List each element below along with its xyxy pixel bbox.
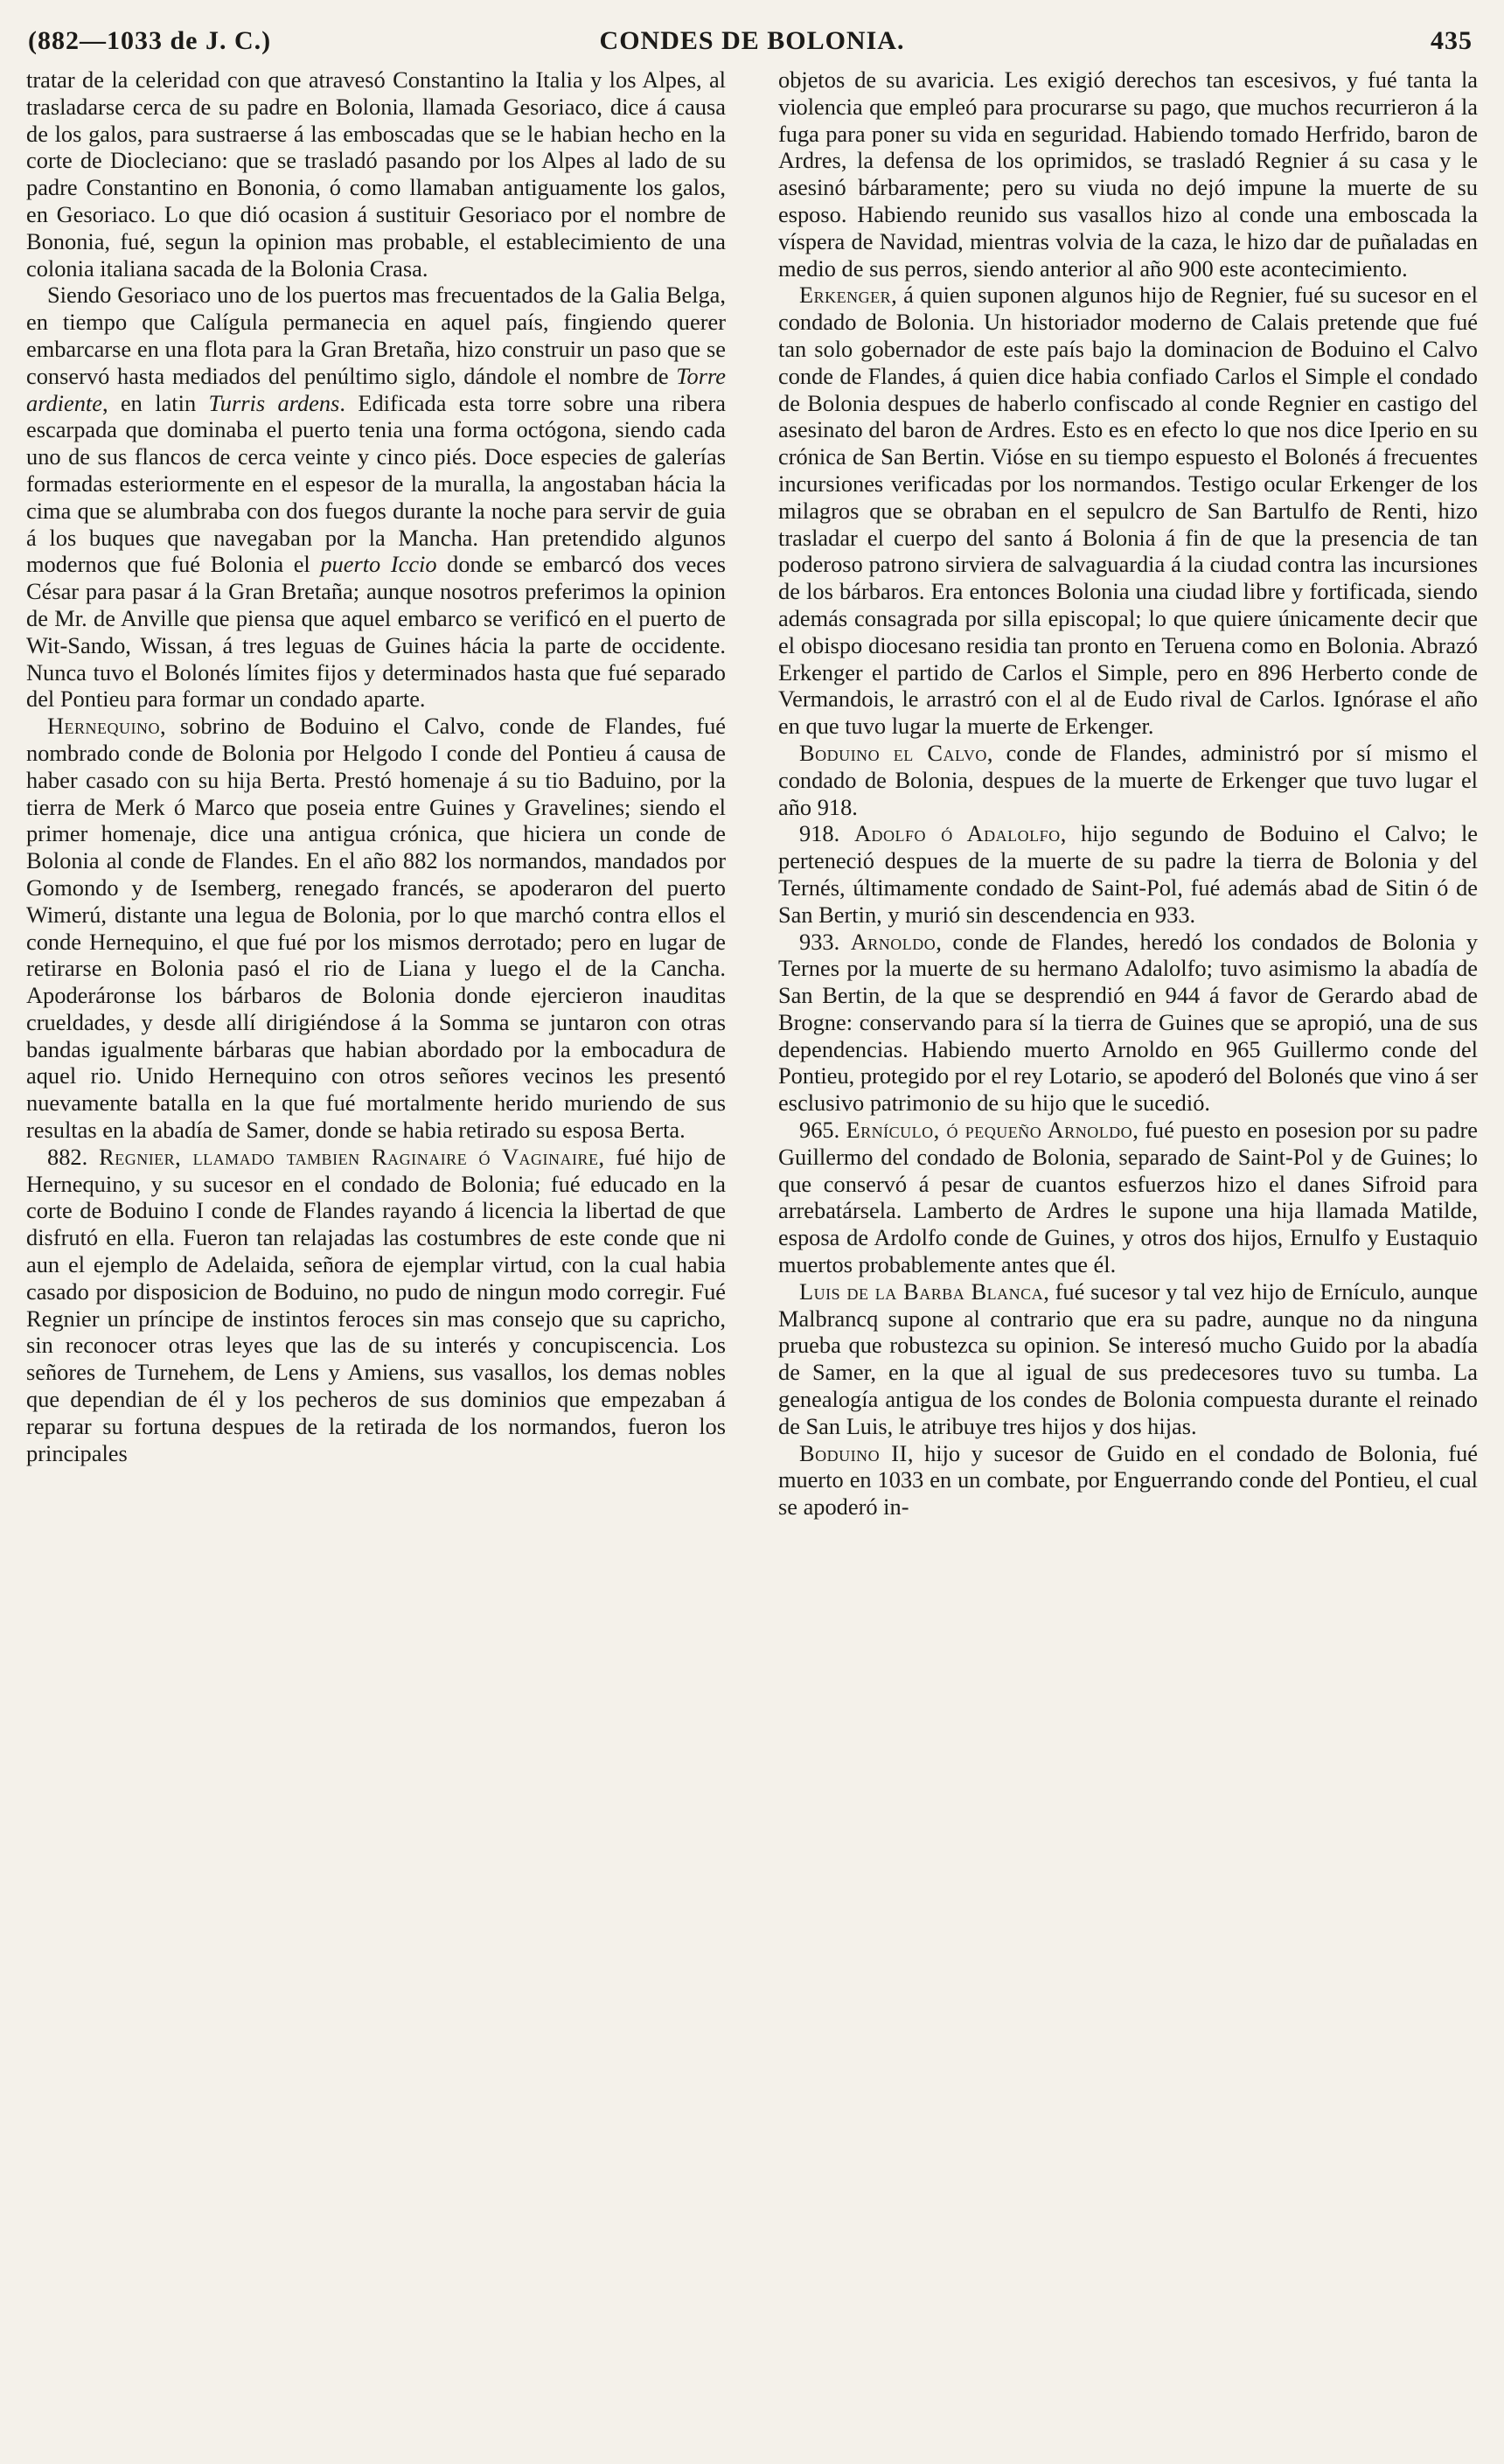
paragraph	[778, 1440, 1478, 1521]
left-column	[26, 66, 726, 2427]
page-number: 435	[1431, 26, 1473, 55]
paragraph-text: , conde de Flandes, heredó los condados de Bolonia y Ternes por la muerte de su hermano Adalolfo; tuvo asimismo la abadía de San Bertin, de la que se desprendió en 944 á favor de Gerardo abad de Brogne: conservando para sí la tierra de Guines que se apropió, una de sus dependencias. Habiendo muerto Arnoldo en 965 Guillermo conde del Pontieu, protegido por el rey Lotario, se apoderó del Bolonés que vino á ser esclusivo patrimonio de su hijo que le sucedió.	[778, 928, 1478, 1117]
paragraph	[778, 820, 1478, 928]
paragraph	[778, 740, 1478, 820]
paragraph-text: , á quien suponen algunos hijo de Regnier, fué su sucesor en el condado de Bolonia. Un historiador moderno de Calais pretende que fué tan solo gobernador de este país bajo la dominacion de Boduino el Calvo conde de Flandes, á quien dice habia confiado Carlos el Simple el condado de Bolonia despues de haberlo confiscado al conde Regnier en castigo del asesinato del baron de Ardres. Esto es en efecto lo que nos dice Iperio en su crónica de San Bertin. Vióse en su tiempo espuesto el Bolonés á frecuentes incursiones verificadas por los normandos. Testigo ocular Erkenger de los milagros que se obraban en el sepulcro de San Bartulfo de Renti, hizo trasladar el cuerpo del santo á Bolonia á fin de que la presencia de tan poderoso patrono sirviera de salvaguardia á la ciudad contra las incursiones de los bárbaros. Era entonces Bolonia una ciudad libre y fortificada, siendo además consagrada por silla episcopal; lo que quiere únicamente decir que el obispo diocesano residia tan pronto en Teruena como en Bolonia. Abrazó Erkenger el partido de Carlos el Simple, pero en 896 Herberto conde de Vermandois, le arrastró con el al de Eudo rival de Carlos. Ignórase el año en que tuvo lugar la muerte de Erkenger.	[778, 282, 1478, 740]
paragraph	[26, 282, 726, 713]
entry-name: Boduino el Calvo	[799, 739, 987, 766]
paragraph	[778, 1278, 1478, 1440]
entry-name: Luis de la Barba Blanca	[799, 1277, 1044, 1305]
italic-term: puerto Iccio	[320, 551, 437, 578]
paragraph-text: fué hijo de Hernequino, y su sucesor en el condado de Bolonia; fué educado en la corte de Boduino I conde de Flandes rayando á licencia la libertad de que disfrutó en ella. Fueron tan relajadas las costumbres de este conde que ni aun el ejemplo de Adelaida, señora de ejemplar virtud, con la cual habia casado por disposicion de Boduino, no pudo de ningun modo corregir. Fué Regnier un príncipe de instintos feroces sin mas consejo que su capricho, sin reconocer otras leyes que las de su interés y concupiscencia. Los señores de Turnehem, de Lens y Amiens, sus vasallos, los demas nobles que dependian de él y los pecheros de sus dominios que empezaban á reparar su fortuna despues de la retirada de los normandos, fueron los principales	[26, 1143, 726, 1466]
entry-name: Adolfo ó Adalolfo	[853, 820, 1061, 847]
entry-name: Erkenger	[799, 282, 892, 309]
right-column	[778, 66, 1478, 2427]
paragraph	[778, 929, 1478, 1117]
paragraph-text: , hijo y sucesor de Guido en el condado de Bolonia, fué muerto en 1033 en un combate, por Enguerrando conde del Pontieu, el cual se apoderó in-	[778, 1439, 1478, 1521]
entry-year: 933.	[799, 928, 840, 955]
paragraph-text: donde se embarcó dos veces César para pasar á la Gran Bretaña; aunque nosotros preferimos la opinion de Mr. de Anville que piensa que aquel embarco se verificó en el puerto de Wit-Sando, Wissan, á tres leguas de Guines hácia la parte de occidente. Nunca tuvo el Bolonés límites fijos y determinados hasta que fué separado del Pontieu para formar un condado aparte.	[26, 551, 726, 713]
entry-year: 918.	[799, 820, 840, 847]
paragraph	[778, 282, 1478, 740]
paragraph	[26, 713, 726, 1144]
header-date-range: (882—1033 de J. C.)	[28, 26, 272, 55]
header-title: CONDES DE BOLONIA.	[599, 26, 905, 55]
paragraph-text: objetos de su avaricia. Les exigió derechos tan escesivos, y fué tanta la violencia que empleó para procurarse su pago, que muchos recurrieron á la fuga para poner su vida en seguridad. Habiendo tomado Herfrido, baron de Ardres, la defensa de los oprimidos, se trasladó Regnier á su casa y le asesinó bárbaramente; pero su viuda no dejó impune la muerte de su esposo. Habiendo reunido sus vasallos hizo al conde una emboscada la víspera de Navidad, mientras volvia de la caza, le hizo dar de puñaladas en medio de sus perros, siendo anterior al año 900 este acontecimiento.	[778, 66, 1478, 282]
paragraph-text: tratar de la celeridad con que atravesó Constantino la Italia y los Alpes, al trasladarse cerca de su padre en Bolonia, llamada Gesoriaco, dice á causa de los galos, para sustraerse á las emboscadas que se le habian hecho en la corte de Diocleciano: que se trasladó pasando por los Alpes al lado de su padre Constantino en Bononia, ó como llamaban antiguamente los galos, en Gesoriaco. Lo que dió ocasion á sustituir Gesoriaco por el nombre de Bononia, fué, segun la opinion mas probable, el establecimiento de una colonia italiana sacada de la Bolonia Crasa.	[26, 66, 726, 282]
paragraph-text: , hijo segundo de Boduino el Calvo; le perteneció despues de la muerte de su padre la tierra de Bolonia y del Ternés, últimamente condado de Saint-Pol, fué además abad de Sitin ó de San Bertin, y murió sin descendencia en 933.	[778, 820, 1478, 928]
entry-name: Hernequino	[47, 713, 161, 740]
entry-name: Regnier, llamado tambien Raginaire ó Vaginaire,	[99, 1143, 605, 1170]
paragraph	[778, 1117, 1478, 1278]
paragraph-text: , en latin	[101, 389, 209, 416]
running-header	[26, 21, 1478, 61]
entry-name: Arnoldo	[850, 928, 937, 955]
italic-term: Torre ardiente	[26, 362, 726, 416]
entry-year: 882.	[47, 1143, 88, 1170]
paragraph-text: . Edificada esta torre sobre una ribera escarpada que dominaba el puerto tenia una forma octógona, siendo cada uno de sus flancos de cerca veinte y cinco piés. Doce especies de galerías formadas esteriormente en el espesor de la muralla, la angostaban hácia la cima que se alumbraba con dos fuegos durante la noche para servir de guia á los buques que navegaban por la Mancha. Han pretendido algunos modernos que fué Bolonia el	[26, 389, 726, 578]
paragraph	[778, 66, 1478, 282]
paragraph-text: , fué puesto en posesion por su padre Guillermo del condado de Bolonia, separado de Saint-Pol y de Guines; lo que conservó á pesar de cuantos esfuerzos hizo el danes Sifroid para arrebatársela. Lamberto de Ardres le supone una hija llamada Matilde, esposa de Ardolfo conde de Guines, y otros dos hijos, Ernulfo y Eustaquio muertos probablemente antes que él.	[778, 1117, 1478, 1278]
paragraph-text: , sobrino de Boduino el Calvo, conde de Flandes, fué nombrado conde de Bolonia por Helgodo I conde del Pontieu á causa de haber casado con su hija Berta. Prestó homenaje á su tio Baduino, por la tierra de Merk ó Marco que poseia entre Guines y Gravelines; siendo el primer homenaje, dice una antigua crónica, que hiciera un conde de Bolonia al conde de Flandes. En el año 882 los normandos, mandados por Gomondo y de Isemberg, renegado francés, se apoderaron del puerto Wimerú, distante una legua de Bolonia, por lo que marchó contra ellos el conde Hernequino, el que fué por los mismos derrotado; pero en lugar de retirarse en Bolonia pasó el rio de Liana y luego el de la Cancha. Apoderáronse los bárbaros de Bolonia donde ejercieron inauditas crueldades, y desde allí dirigiéndose á la Somma se juntaron con otras bandas igualmente bárbaras que habian abordado por la embocadura de aquel rio. Unido Hernequino con otros señores vecinos les presentó nuevamente batalla en la que fué mortalmente herido muriendo de sus resultas en la abadía de Samer, donde se habia retirado su esposa Berta.	[26, 713, 726, 1144]
italic-term: Turris ardens	[208, 389, 340, 416]
paragraph	[26, 66, 726, 282]
paragraph-text: , fué sucesor y tal vez hijo de Ernículo, aunque Malbrancq supone al contrario que era su padre, aunque no da ninguna prueba que robustezca su opinion. Se interesó mucho Guido por la abadía de Samer, en la que al igual de sus predecesores tuvo su tumba. La genealogía antigua de los condes de Bolonia compuesta durante el reinado de San Luis, le atribuye tres hijos y dos hijas.	[778, 1277, 1478, 1439]
paragraph-text: Siendo Gesoriaco uno de los puertos mas frecuentados de la Galia Belga, en tiempo que Calígula permanecia en aquel país, fingiendo querer embarcarse en una flota para la Gran Bretaña, hizo construir un paso que se conservó hasta mediados del penúltimo siglo, dándole el nombre de	[26, 282, 726, 389]
text-columns	[26, 66, 1478, 2427]
entry-name: Boduino II	[799, 1439, 908, 1466]
entry-name: Ernículo, ó pequeño Arnoldo	[846, 1117, 1133, 1144]
paragraph-text: , conde de Flandes, administró por sí mismo el condado de Bolonia, despues de la muerte de Erkenger que tuvo lugar el año 918.	[778, 739, 1478, 820]
entry-year: 965.	[799, 1117, 840, 1144]
paragraph	[26, 1144, 726, 1467]
